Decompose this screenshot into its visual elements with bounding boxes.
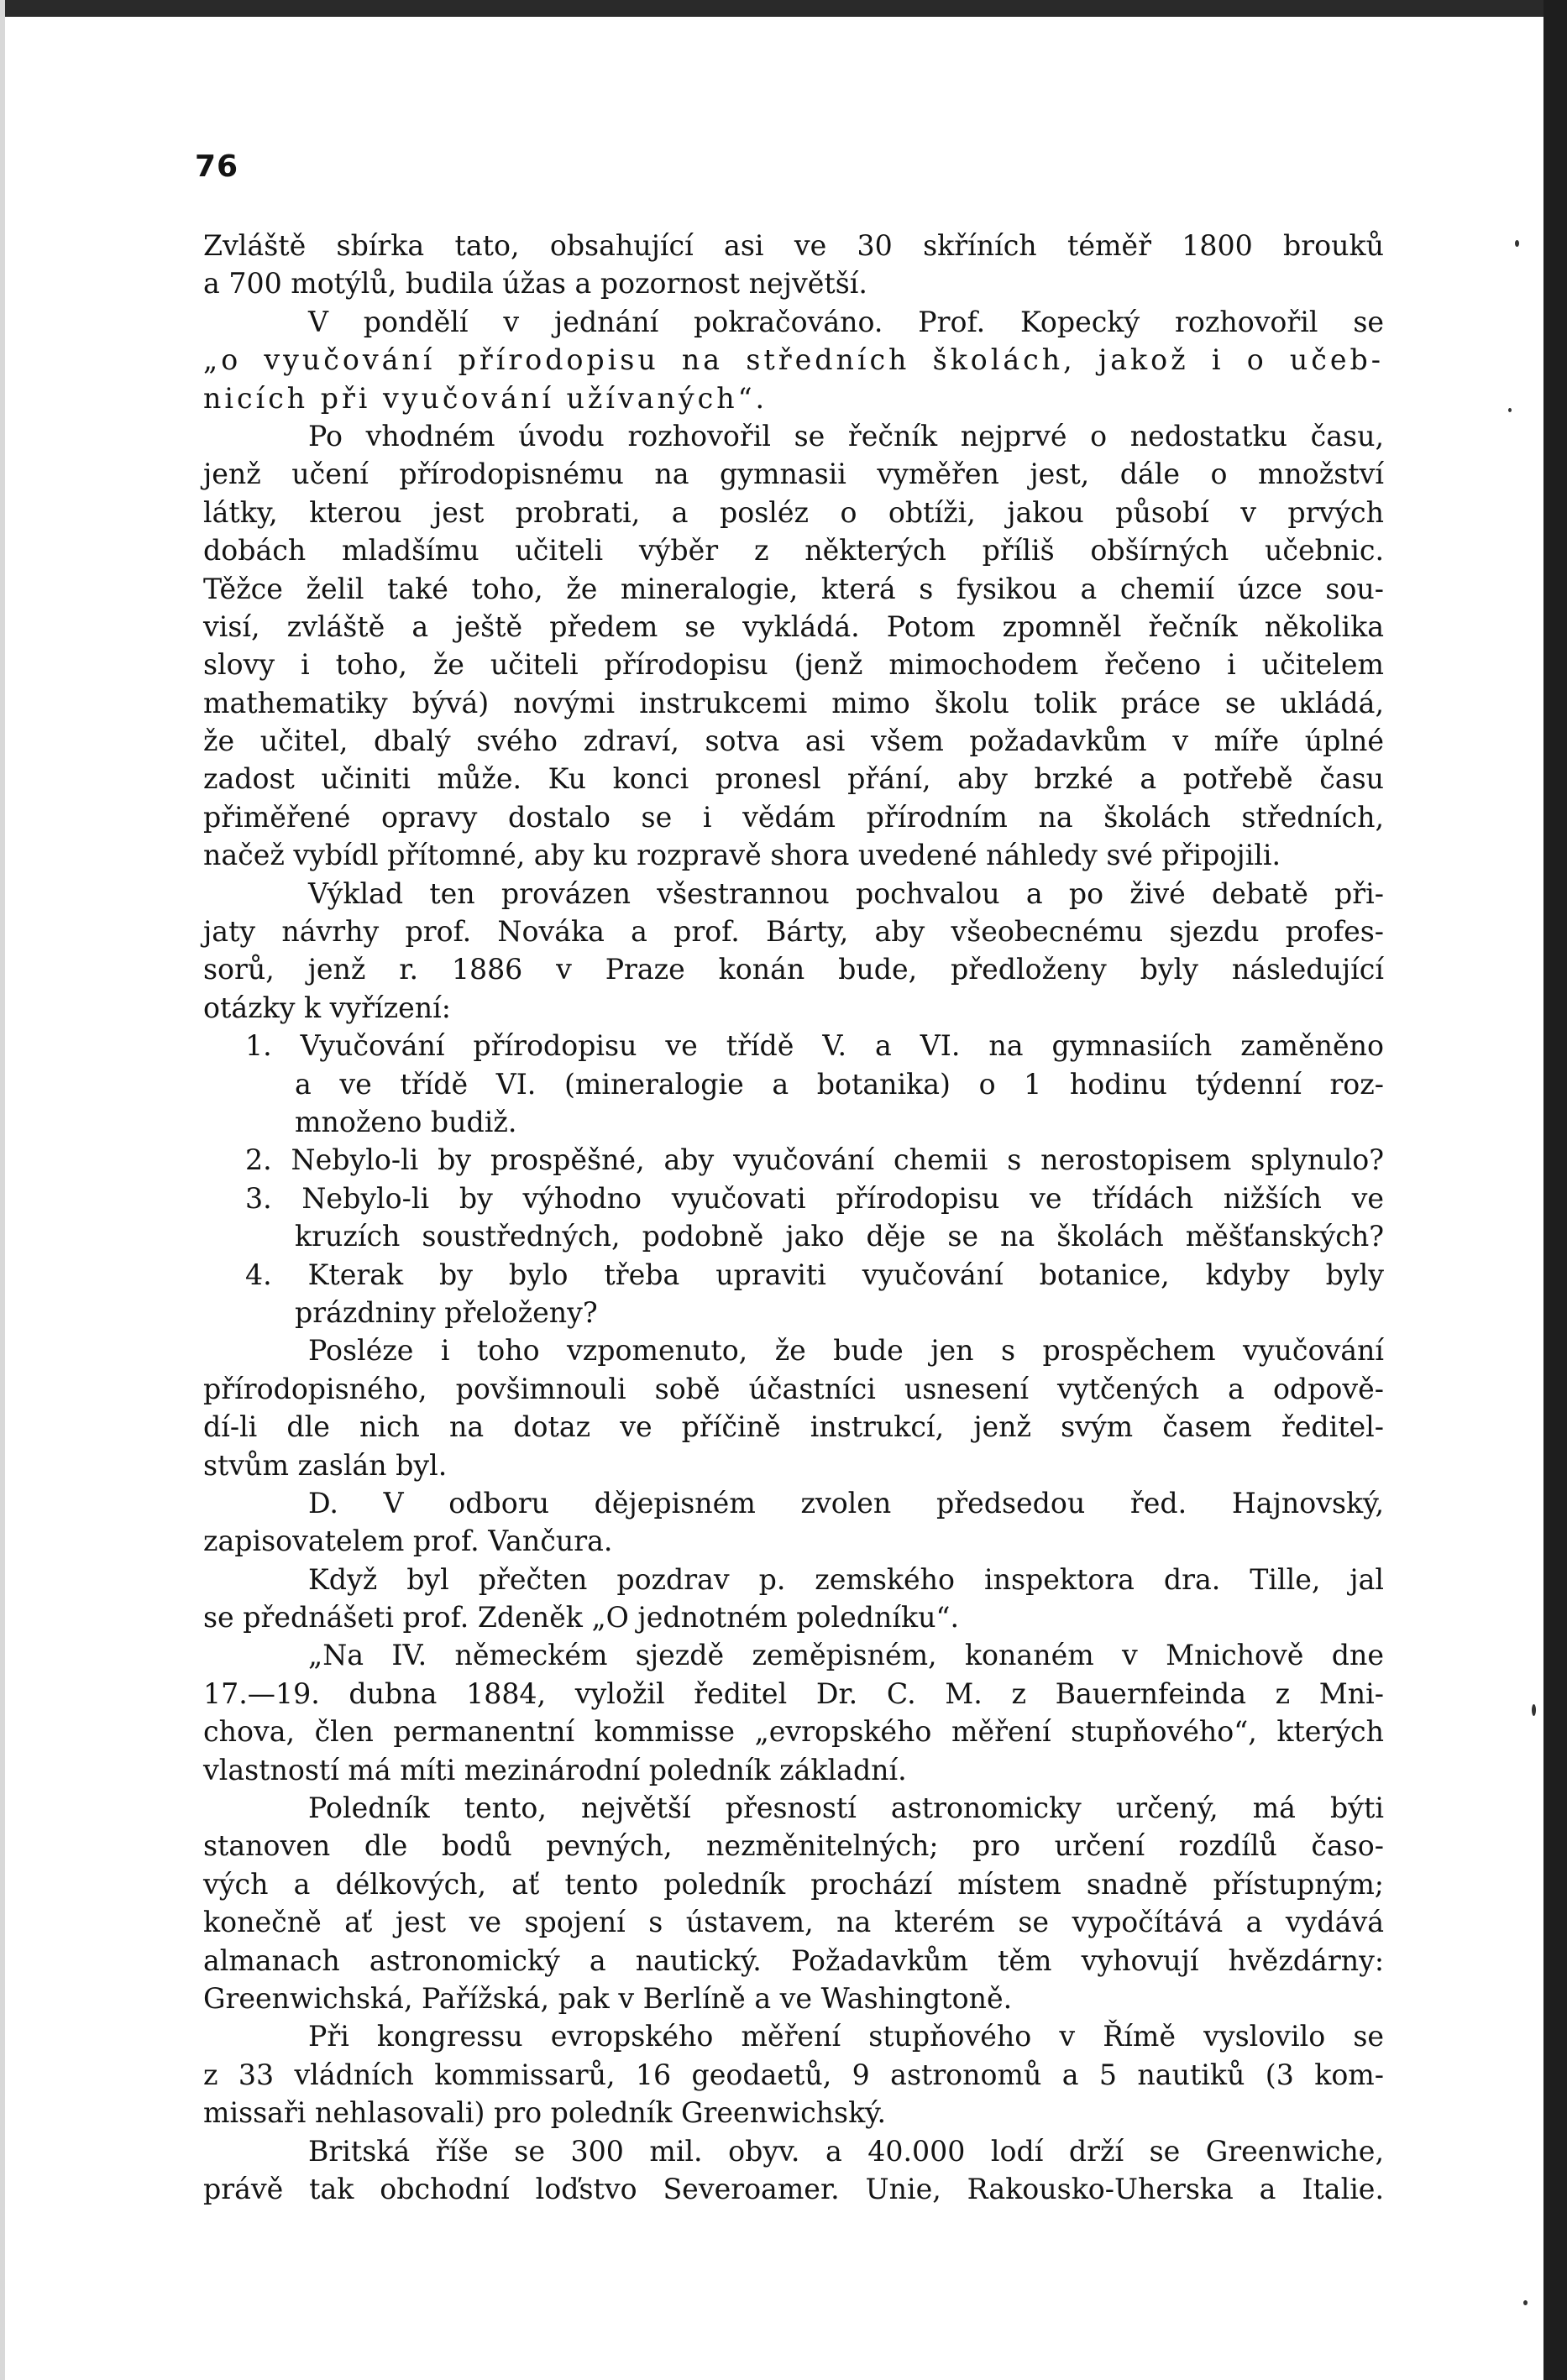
text-line: stvům zaslán byl. [203,1448,448,1482]
text-line: jaty návrhy prof. Nováka a prof. Bárty, aby všeobecnému sjezdu profes- [203,915,1384,949]
text-line: chova, člen permanentní kommisse „evropského měření stupňového“, kterých [203,1715,1384,1749]
scan-speck [1508,408,1512,412]
text-line: 1. Vyučování přírodopisu ve třídě V. a VI. na gymnasiích zaměněno [245,1029,1384,1063]
body-text [203,227,1384,2208]
text-line: právě tak obchodní loďstvo Severoamer. Unie, Rakousko-Uherska a Italie. [203,2172,1384,2205]
text-line: Těžce želil také toho, že mineralogie, která s fysikou a chemií úzce sou- [203,572,1384,605]
text-line: almanach astronomický a nautický. Požadavkům těm vyhovují hvězdárny: [203,1943,1384,1977]
text-line: otázky k vyřízení: [203,991,451,1024]
text-line: že učitel, dbalý svého zdraví, sotva asi všem požadavkům v míře úplné [203,724,1384,758]
text-line: 4. Kterak by bylo třeba upraviti vyučování botanice, kdyby byly [245,1258,1384,1291]
text-line: 3. Nebylo-li by výhodno vyučovati přírodopisu ve třídách nižších ve [245,1181,1384,1215]
text-line: 2. Nebylo-li by prospěšné, aby vyučování chemii s nerostopisem splynulo? [245,1143,1384,1177]
text-line: Zvláště sbírka tato, obsahující asi ve 30 skříních téměř 1800 brouků [203,229,1384,262]
text-line: jenž učení přírodopisnému na gymnasii vyměřen jest, dále o množství [203,458,1384,491]
text-line: přiměřené opravy dostalo se i vědám přírodním na školách středních, [203,800,1384,834]
text-line: stanoven dle bodů pevných, nezměnitelných; pro určení rozdílů časo- [203,1829,1384,1863]
text-line: a 700 motýlů, budila úžas a pozornost největší. [203,267,867,301]
page-number: 76 [195,149,239,184]
text-line: konečně ať jest ve spojení s ústavem, na kterém se vypočítává a vydává [203,1906,1384,1939]
scan-speck [1532,1704,1536,1716]
text-line: 17.—19. dubna 1884, vyložil ředitel Dr. C. M. z Bauernfeinda z Mni- [203,1676,1384,1710]
text-line: z 33 vládních kommissarů, 16 geodaetů, 9 astronomů a 5 nautiků (3 kom- [203,2058,1384,2091]
text-line: vlastností má míti mezinárodní poledník základní. [203,1753,907,1786]
text-line: Když byl přečten pozdrav p. zemského inspektora dra. Tille, jal [308,1562,1384,1596]
text-line: sorů, jenž r. 1886 v Praze konán bude, předloženy byly následující [203,953,1384,986]
text-line: Britská říše se 300 mil. obyv. a 40.000 lodí drží se Greenwiche, [308,2134,1384,2168]
text-line: dobách mladšímu učiteli výběr z některých příliš obšírných učebnic. [203,534,1384,568]
text-line: „o vyučování přírodopisu na středních školách, jakož i o učeb- [203,343,1384,377]
text-line: látky, kterou jest probrati, a posléz o obtíži, jakou působí v prvých [203,495,1384,529]
scan-border-right [1543,0,1567,2380]
text-line: se přednášeti prof. Zdeněk „O jednotném poledníku“. [203,1601,960,1635]
text-line: mathematiky bývá) novými instrukcemi mimo školu tolik práce se ukládá, [203,686,1384,719]
text-line: prázdniny přeloženy? [295,1295,598,1329]
text-line: kruzích soustředných, podobně jako děje se na školách měšťanských? [295,1220,1384,1253]
text-line: „Na IV. německém sjezdě zeměpisném, konaném v Mnichově dne [308,1639,1384,1672]
scan-border-left [0,0,5,2380]
scan-speck [1523,2300,1528,2305]
text-line: Greenwichská, Pařížská, pak v Berlíně a ve Washingtoně. [203,1981,1013,2015]
text-line: Posléze i toho vzpomenuto, že bude jen s prospěchem vyučování [308,1334,1384,1368]
text-line: V pondělí v jednání pokračováno. Prof. Kopecký rozhovořil se [308,305,1384,338]
text-line: množeno budiž. [295,1105,517,1138]
text-line: načež vybídl přítomné, aby ku rozpravě shora uvedené náhledy své připojili. [203,839,1281,872]
text-line: dí-li dle nich na dotaz ve příčině instrukcí, jenž svým časem ředitel- [203,1410,1384,1444]
text-line: nicích při vyučování užívaných“. [203,381,768,415]
text-line: slovy i toho, že učiteli přírodopisu (jenž mimochodem řečeno i učitelem [203,648,1384,682]
text-line: D. V odboru dějepisném zvolen předsedou řed. Hajnovský, [308,1486,1384,1520]
text-line: zadost učiniti může. Ku konci pronesl přání, aby brzké a potřebě času [203,762,1384,796]
text-line: visí, zvláště a ještě předem se vykládá. Potom zpomněl řečník několika [203,609,1384,643]
text-line: missaři nehlasovali) pro poledník Greenwichský. [203,2096,887,2130]
scan-border-top [0,0,1567,17]
text-line: a ve třídě VI. (mineralogie a botanika) o 1 hodinu týdenní roz- [295,1067,1384,1101]
scan-speck [1515,240,1519,247]
text-line: přírodopisného, povšimnouli sobě účastníci usnesení vytčených a odpově- [203,1372,1384,1405]
text-line: Po vhodném úvodu rozhovořil se řečník nejprvé o nedostatku času, [308,419,1384,452]
text-line: Poledník tento, největší přesností astronomicky určený, má býti [308,1792,1384,1825]
text-line: Výklad ten provázen všestrannou pochvalou a po živé debatě při- [308,876,1384,910]
text-line: vých a délkových, ať tento poledník prochází místem snadně přístupným; [203,1867,1384,1901]
text-line: zapisovatelem prof. Vančura. [203,1525,613,1558]
text-line: Při kongressu evropského měření stupňového v Římě vyslovilo se [308,2020,1384,2053]
